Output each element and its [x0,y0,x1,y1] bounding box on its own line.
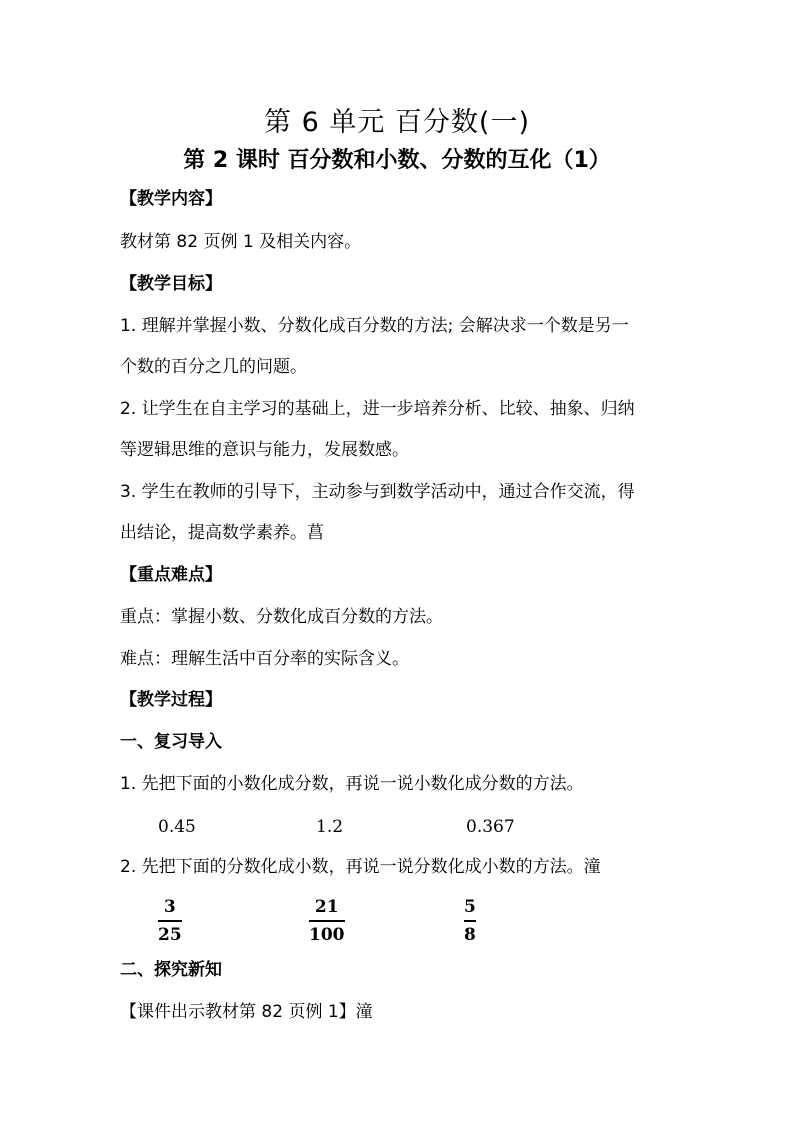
fraction-item [464,899,476,944]
fraction-denominator: 8 [464,924,476,945]
fraction-item [158,899,182,944]
goal2-line1: 2. 让学生在自主学习的基础上，进一步培养分析、比较、抽象、归纳 [120,399,635,419]
page-title: 第 6 单元 百分数(一) [264,107,530,138]
decimal-item: 1.2 [316,817,344,837]
fraction-bar [158,920,182,922]
difficult-point: 难点：理解生活中百分率的实际含义。 [120,649,409,669]
goal2-line2: 等逻辑思维的意识与能力，发展数感。 [120,440,409,460]
goal3-line2: 出结论，提高数学素养。菖 [120,523,324,543]
goal3-line1: 3. 学生在教师的引导下，主动参与到数学活动中，通过合作交流，得 [120,482,635,502]
fraction-denominator: 25 [158,924,182,945]
part1-question1: 1. 先把下面的小数化成分数，再说一说小数化成分数的方法。 [120,774,584,794]
fraction-bar [464,920,476,922]
content-heading: 【教学内容】 [120,189,222,209]
goal1-line2: 个数的百分之几的问题。 [120,357,307,377]
goal1-line1: 1. 理解并掌握小数、分数化成百分数的方法; 会解决求一个数是另一 [120,316,629,336]
decimal-item: 0.367 [466,817,515,837]
content-text: 教材第 82 页例 1 及相关内容。 [120,232,362,252]
fraction-denominator: 100 [309,924,345,945]
key-heading: 【重点难点】 [120,565,222,585]
process-heading: 【教学过程】 [120,690,222,710]
fraction-bar [309,920,345,922]
part1-question2: 2. 先把下面的分数化成小数，再说一说分数化成小数的方法。潼 [120,857,601,877]
fraction-item [309,899,345,944]
decimal-item: 0.45 [158,817,196,837]
part1-heading: 一、复习导入 [120,732,222,752]
fraction-numerator: 5 [464,897,476,917]
courseware-note: 【课件出示教材第 82 页例 1】潼 [120,1002,373,1022]
key-point: 重点：掌握小数、分数化成百分数的方法。 [120,607,443,627]
fraction-numerator: 21 [314,897,339,917]
goals-heading: 【教学目标】 [120,274,222,294]
part2-heading: 二、探究新知 [120,960,222,980]
fraction-numerator: 3 [163,897,176,917]
page-subtitle: 第 2 课时 百分数和小数、分数的互化（1） [183,148,611,173]
